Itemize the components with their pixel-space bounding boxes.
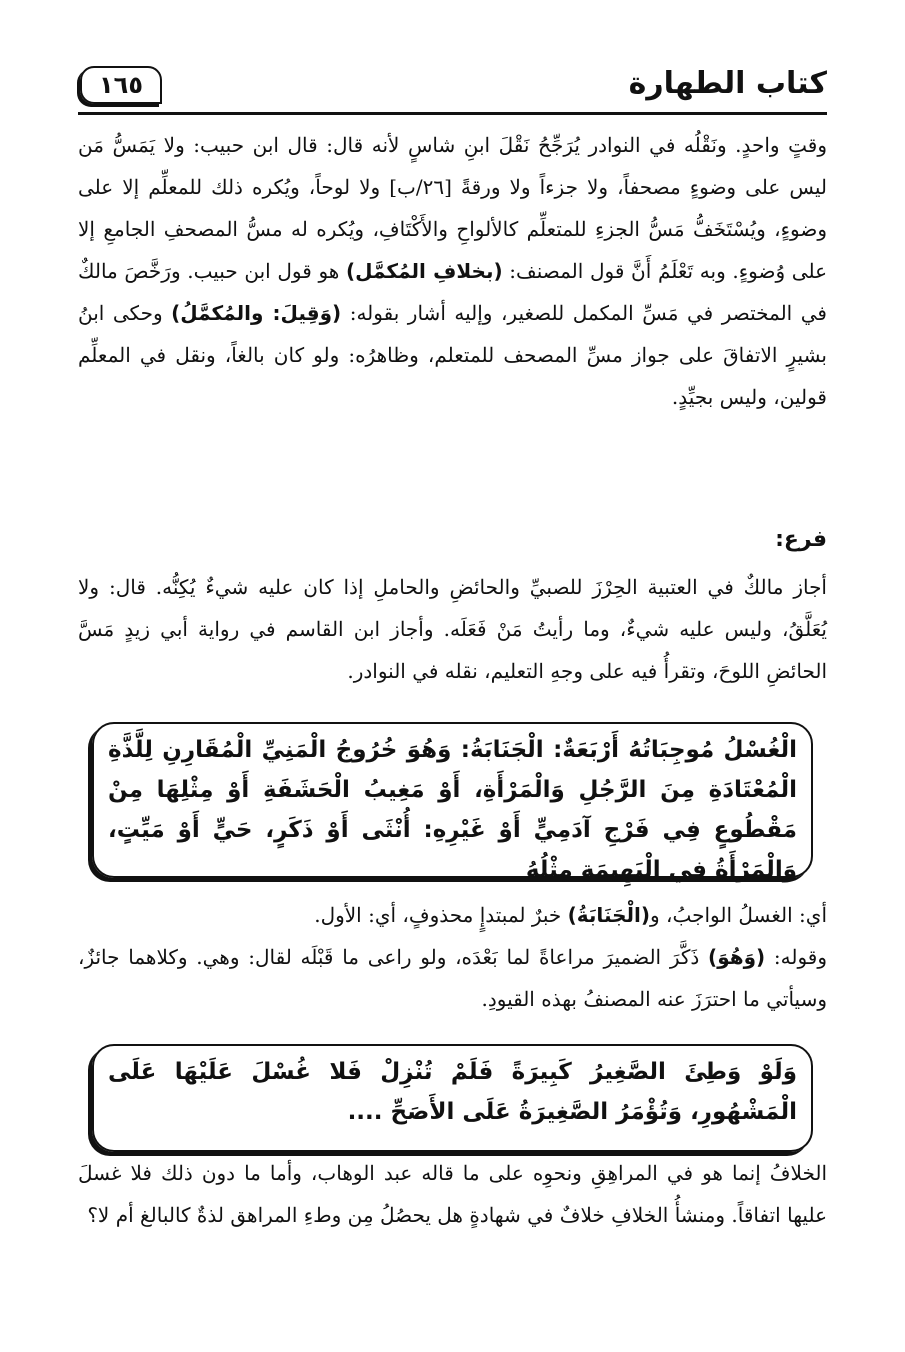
commentary-paragraph — [78, 936, 827, 1020]
quoted-matn: (بخلافِ المُكمَّل) — [346, 259, 503, 283]
text-run: خبرٌ لمبتدإٍ محذوفٍ، أي: الأول. — [314, 903, 562, 927]
commentary-paragraph: أجاز مالكٌ في العتبية الحِرْزَ للصبيِّ والحائضِ والحاملِ إذا كان عليه شيءٌ يُكِنُّه. قال: ولا يُعَلَّقُ، وليس عليه شيءٌ، وما رأيتُ مَنْ فَعَلَه. وأجاز ابن القاسم في رواية أبي زيدٍ مَسَّ الحائضِ اللوحَ، وتقرأُ فيه على وجهِ التعليم، نقله في النوادر. — [78, 575, 827, 683]
text-run: وقتٍ واحدٍ. ونَقْلُه في النوادر يُرَجِّحُ نَقْلَ ابنِ شاسٍ لأنه قال: قال ابن حبيب: ولا يَمَسُّ مَن ليس على وضوءٍ مصحفاً، ولا جزءاً ولا ورقةً [٢٦/ب] ولا لوحاً، ويُكره ذلك للمعلِّم إلا على وضوءٍ، ويُسْتَخَفُّ مَسُّ الجزءِ للمتعلِّم كالألواحِ والأَكْتَافِ، ويُكره له مسُّ المصحفِ الجامعِ إلا على وُضوءٍ. وبه تَعْلَمُ أَنَّ قول المصنف: — [78, 133, 828, 283]
page-number: ١٦٥ — [80, 66, 162, 104]
text-run: وقوله: — [773, 945, 828, 969]
quoted-matn: (الْجَنَابَةُ) — [567, 903, 651, 927]
text-run: ذَكَّرَ الضميرَ مراعاةً لما بَعْدَه، ولو راعى ما قَبْلَه لقال: وهي. وكلاهما جائزٌ، وسيأتي ما احترَزَ عنه المصنفُ بهذه القيودِ. — [78, 945, 827, 1011]
text-run: هو قول ابن حبيب. ورَخَّصَ مالكٌ في المختصر في مَسِّ المكمل للصغير، وإليه أشار بقوله: — [78, 259, 827, 325]
commentary-block-1 — [78, 124, 827, 418]
commentary-block-2 — [78, 566, 827, 692]
quoted-matn: (وَقِيلَ: والمُكمَّلُ) — [171, 301, 342, 325]
commentary-paragraph: الخلافُ إنما هو في المراهِقِ ونحوِه على ما قاله عبد الوهاب، وأما ما دون ذلك فلا غسلَ عليها اتفاقاً. ومنشأُ الخلافِ خلافٌ في شهادةٍ هل يحصُلُ مِن وطءِ المراهق لذةٌ كالبالغ أم لا؟ — [78, 1161, 827, 1227]
commentary-paragraph — [78, 894, 827, 936]
commentary-paragraph — [78, 124, 827, 418]
matn-box-saghir: وَلَوْ وَطِئَ الصَّغِيرُ كَبِيرَةً فَلَمْ تُنْزِلْ فَلا غُسْلَ عَلَيْهَا عَلَى الْمَشْهُورِ، وَتُؤْمَرُ الصَّغِيرَةُ عَلَى الأَصَحِّ .... — [92, 1044, 813, 1152]
book-title: كتاب الطهارة — [628, 66, 827, 101]
matn-box-ghusl: الْغُسْلُ مُوجِبَاتُهُ أَرْبَعَةٌ: الْجَنَابَةُ: وَهُوَ خُرُوجُ الْمَنِيِّ الْمُقَارِنِ لِلَّذَّةِ الْمُعْتَادَةِ مِنَ الرَّجُلِ وَالْمَرْأَةِ، أَوْ مَغِيبُ الْحَشَفَةِ أَوْ مِثْلِهَا مِنْ مَقْطُوعٍ فِي فَرْجِ آدَمِيٍّ أَوْ غَيْرِهِ: أُنْثَى أَوْ ذَكَرٍ، حَيٍّ أَوْ مَيِّتٍ، وَالْمَرْأَةُ فِي الْبَهِيمَةِ مِثْلُهُ — [92, 722, 813, 878]
text-run: أي: الغسلُ الواجبُ، و — [650, 903, 827, 927]
commentary-block-4 — [78, 1152, 827, 1236]
commentary-block-3 — [78, 894, 827, 1020]
section-heading-far: فرع: — [775, 527, 827, 552]
page-header — [78, 62, 827, 115]
text-run: وحكى ابنُ بشيرٍ الاتفاقَ على جواز مسِّ المصحف للمتعلم، وظاهرُه: ولو كان بالغاً، ونقل في المعلِّم قولين، وليس بجيِّدٍ. — [78, 301, 827, 409]
quoted-matn: (وَهُوَ) — [708, 945, 766, 969]
